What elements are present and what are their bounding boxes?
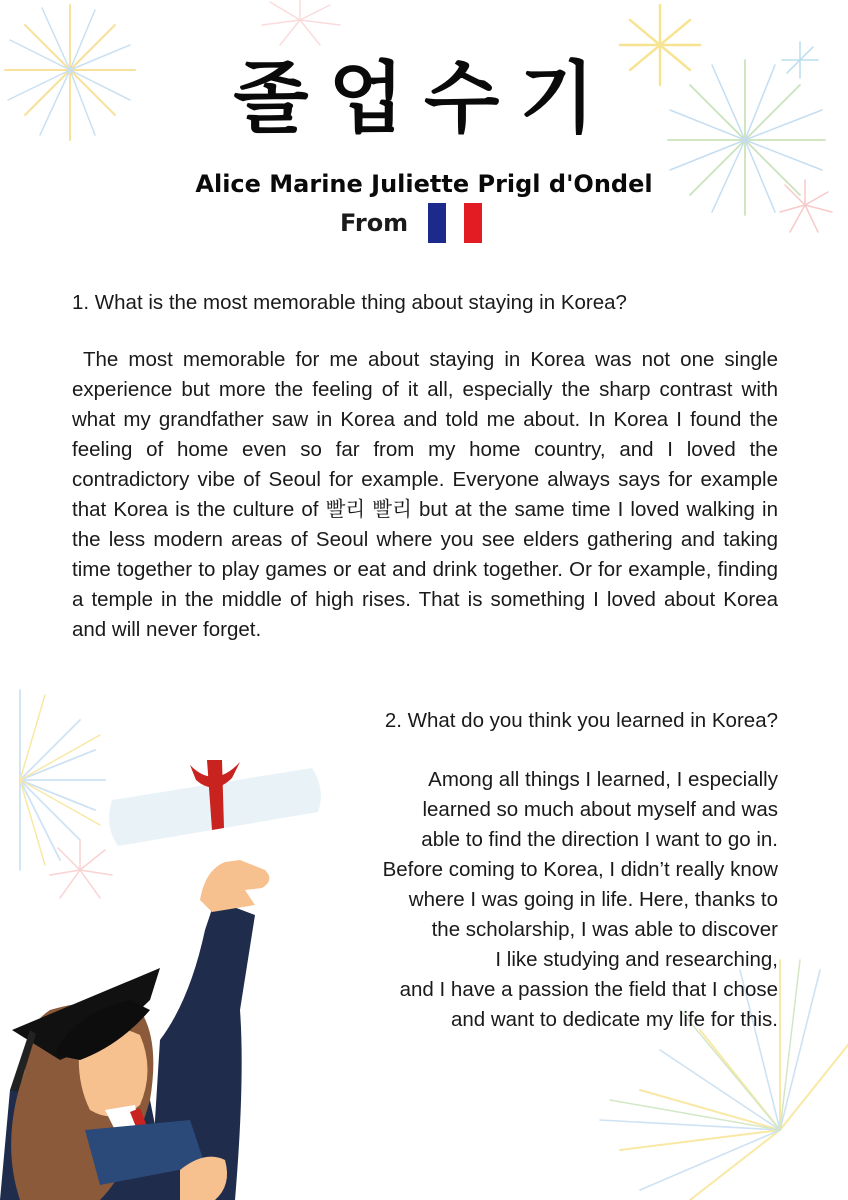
graduate-student — [0, 860, 269, 1200]
flag-red-stripe — [464, 203, 482, 243]
answer-2-line: and want to dedicate my life for this. — [450, 1008, 778, 1031]
answer-2 — [300, 765, 778, 1035]
answer-2-line: and I have a passion the field that I chose — [399, 978, 778, 1001]
answer-2-line: able to find the direction I want to go in. — [421, 828, 778, 851]
france-flag-icon — [428, 203, 482, 243]
answer-2-line: learned so much about myself and was — [422, 798, 778, 821]
answer-2-line: where I was going in life. Here, thanks to — [408, 888, 778, 911]
from-label: From — [340, 209, 409, 237]
question-2: 2. What do you think you learned in Korea? — [384, 709, 778, 732]
answer-1: The most memorable for me about staying in Korea was not one single experience but more the feeling of it all, especially the sharp contrast with what my grandfather saw in Korea and told me about. In Korea I found the feeling of home even so far from my home country, and I loved the contradictory vibe of Seoul for example. Everyone always says for example that Korea is the culture of 빨리 빨리 but at the same time I loved walking in the less modern areas of Seoul where you see elders gathering and taking time together to play games or eat and drink together. Or for example, finding a temple in the middle of high rises. That is something I loved about Korea and will never forget. — [72, 348, 778, 641]
answer-2-line: Before coming to Korea, I didn’t really know — [382, 858, 778, 881]
diploma-scroll — [109, 760, 321, 846]
question-1: 1. What is the most memorable thing about staying in Korea? — [72, 291, 627, 314]
author-name: Alice Marine Juliette Prigl d'Ondel — [195, 170, 653, 198]
flag-blue-stripe — [428, 203, 446, 243]
page-title: 졸업수기 — [233, 54, 615, 144]
answer-2-line: I like studying and researching, — [495, 948, 778, 971]
author-origin — [340, 202, 482, 244]
answer-2-line: the scholarship, I was able to discover — [431, 918, 778, 941]
answer-2-line: Among all things I learned, I especially — [428, 768, 778, 791]
flag-white-stripe — [446, 203, 464, 243]
